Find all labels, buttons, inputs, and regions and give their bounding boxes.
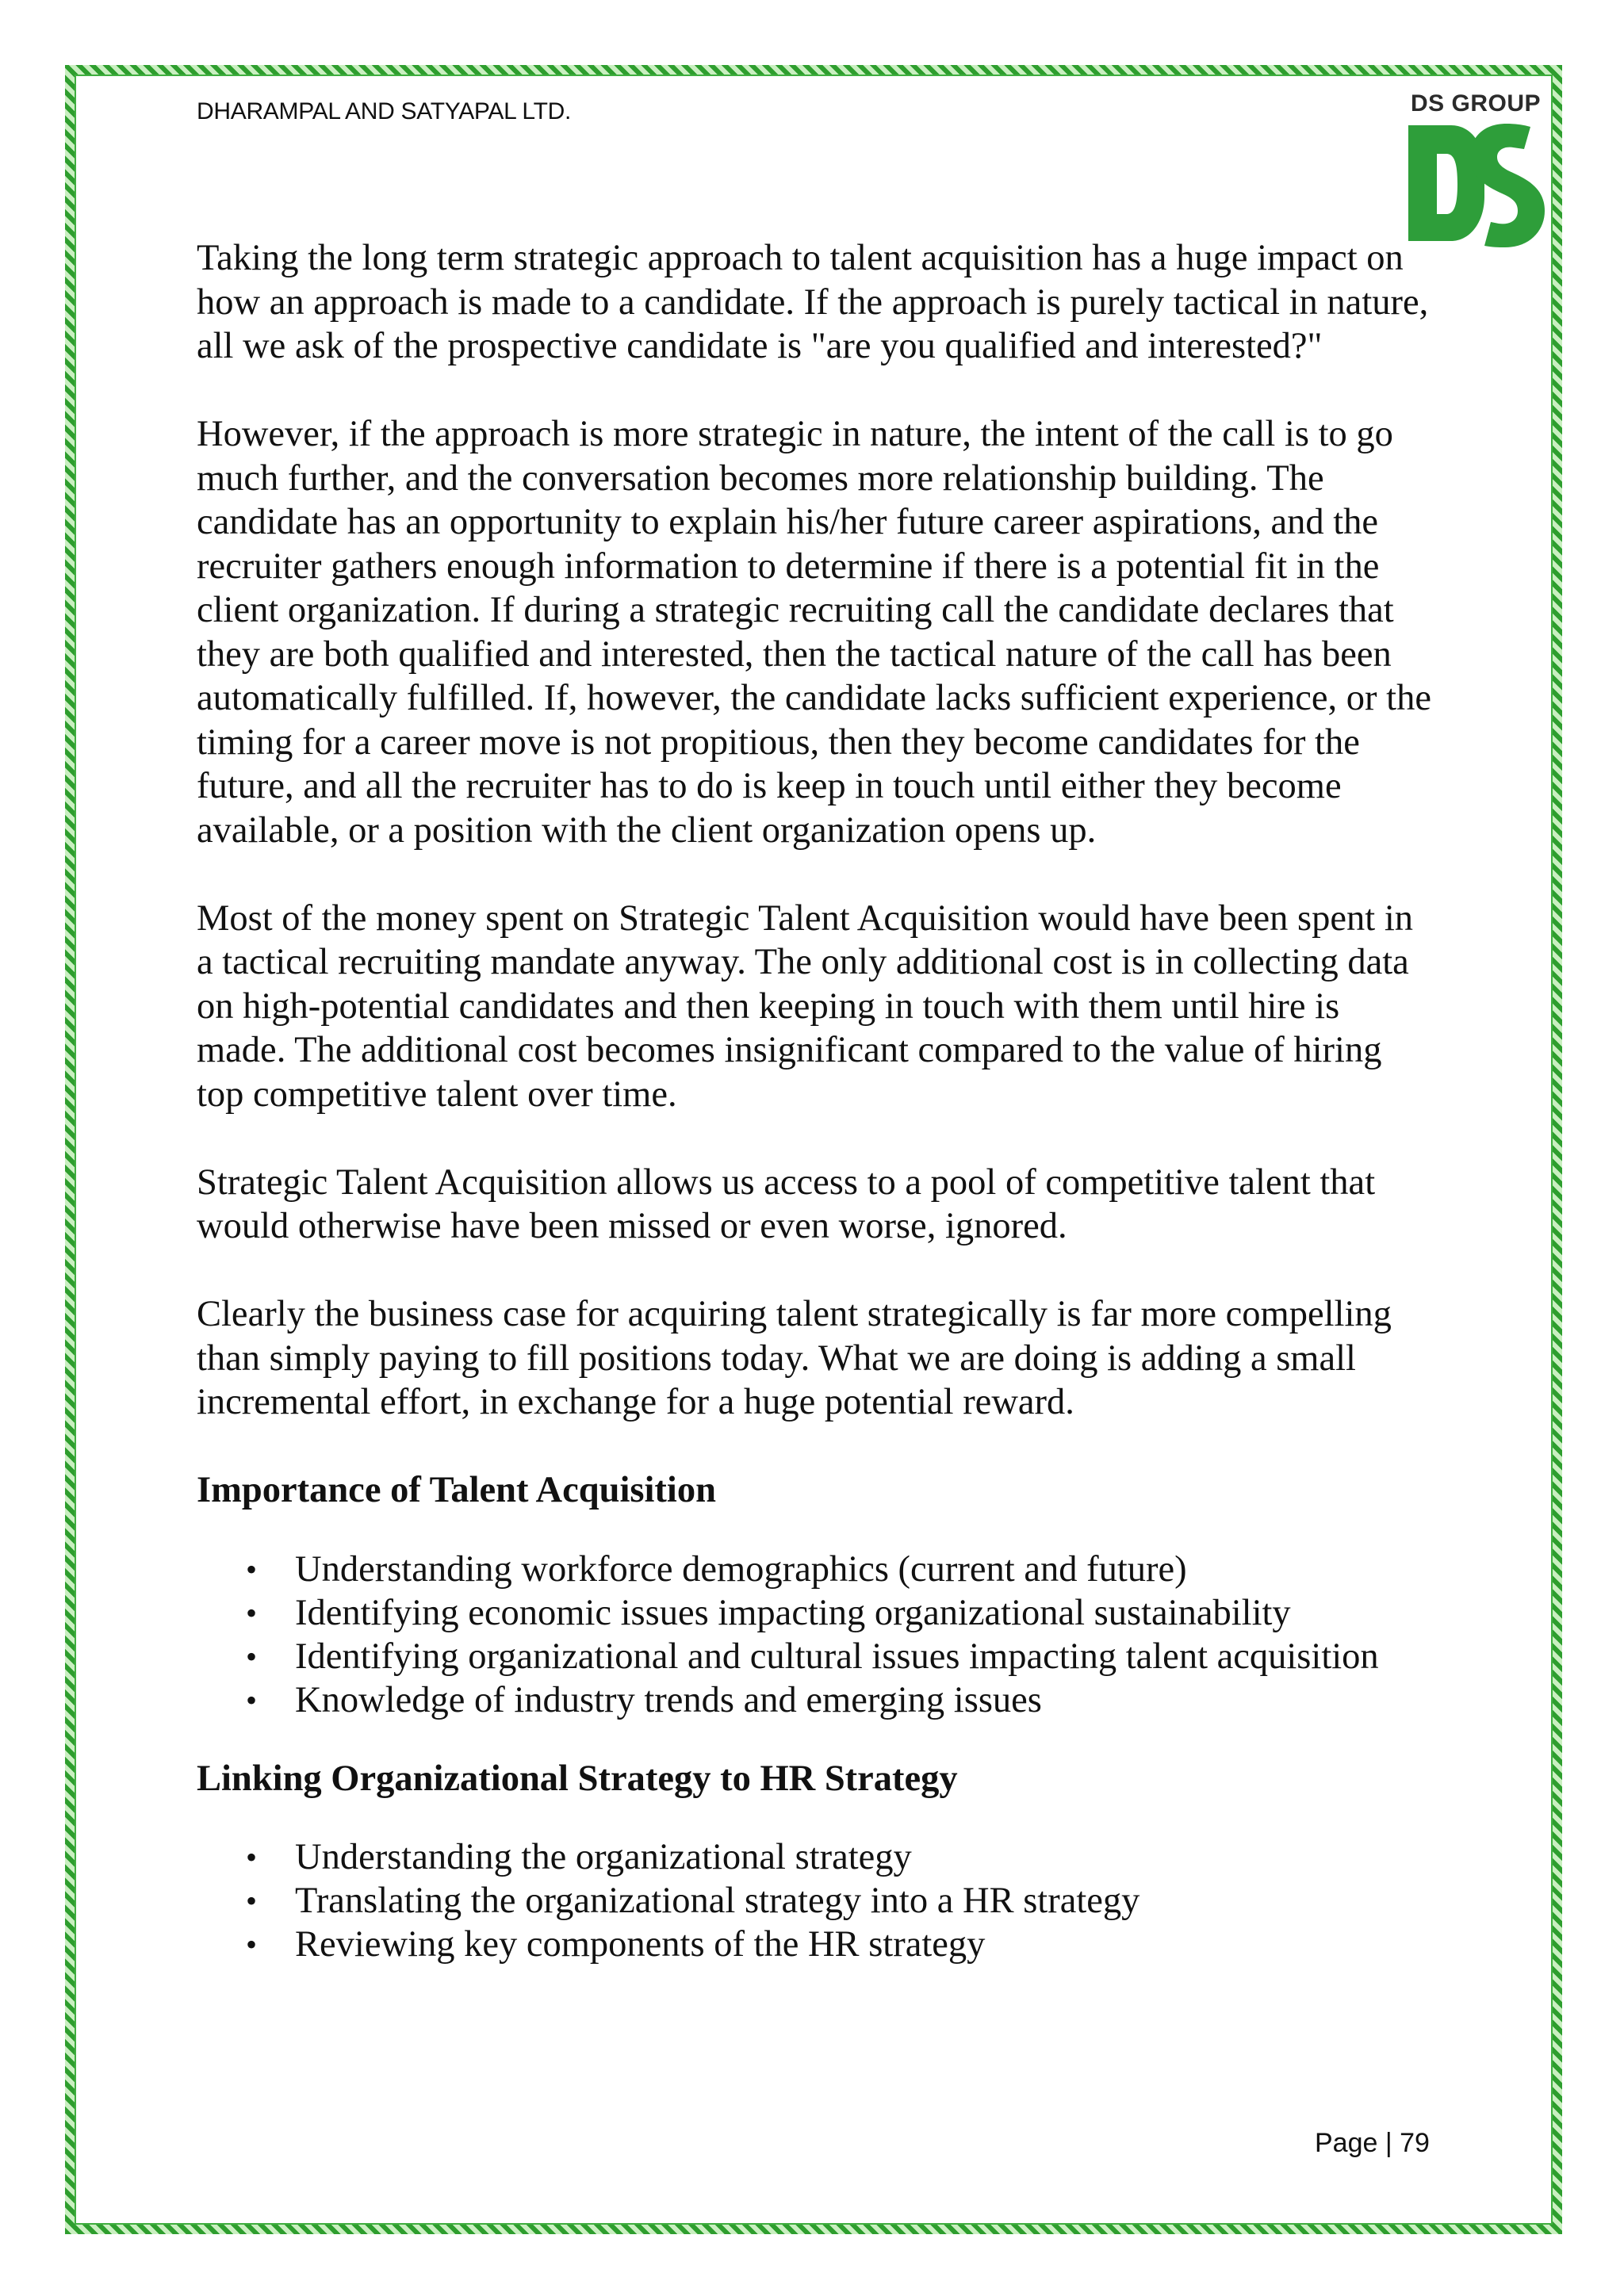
list-item: • Understanding workforce demographics (current and future) xyxy=(197,1548,1434,1591)
document-body xyxy=(197,236,1434,2001)
paragraph: Taking the long term strategic approach to talent acquisition has a huge impact on how an approach is made to a candidate. If the approach is purely tactical in nature, all we ask of the prospective candidate is "are you qualified and interested?" xyxy=(197,238,1429,366)
paragraph: However, if the approach is more strategic in nature, the intent of the call is to go much further, and the conversation becomes more relationship building. The candidate has an opportunity to explain his/her future career aspirations, and the recruiter gathers enough information to determine if there is a potential fit in the client organization. If during a strategic recruiting call the candidate declares that they are both qualified and interested, then the tactical nature of the call has been automatically fulfilled. If, however, the candidate lacks sufficient experience, or the timing for a career move is not propitious, then they become candidates for the future, and all the recruiter has to do is keep in touch until either they become available, or a position with the client organization opens up. xyxy=(197,414,1431,851)
bullet-list-importance xyxy=(197,1548,1434,1722)
paragraph: Most of the money spent on Strategic Talent Acquisition would have been spent in a tactical recruiting mandate anyway. The only additional cost is in collecting data on high-potential candidates and then keeping in touch with them until hire is made. The additional cost becomes insignificant compared to the value of hiring top competitive talent over time. xyxy=(197,897,1414,1115)
logo-text: DS GROUP xyxy=(1410,90,1542,117)
header-company-name: DHARAMPAL AND SATYAPAL LTD. xyxy=(197,98,572,124)
ds-logo-icon xyxy=(1405,122,1546,249)
paragraph: Strategic Talent Acquisition allows us access to a pool of competitive talent that would otherwise have been missed or even worse, ignored. xyxy=(197,1161,1376,1246)
paragraph: Clearly the business case for acquiring talent strategically is far more compelling than simply paying to fill positions today. What we are doing is adding a small incremental effort, in exchange for a huge potential reward. xyxy=(197,1294,1392,1422)
list-item: • Identifying organizational and cultural issues impacting talent acquisition xyxy=(197,1635,1434,1678)
list-item: • Reviewing key components of the HR strategy xyxy=(197,1923,1434,1966)
page-number: Page | 79 xyxy=(1315,2128,1430,2158)
list-item: • Understanding the organizational strategy xyxy=(197,1835,1434,1879)
ds-group-logo xyxy=(1405,90,1546,249)
section-heading-importance: Importance of Talent Acquisition xyxy=(197,1470,716,1510)
list-item: • Knowledge of industry trends and emerging issues xyxy=(197,1678,1434,1722)
section-heading-linking: Linking Organizational Strategy to HR Strategy xyxy=(197,1758,958,1799)
list-item: • Identifying economic issues impacting organizational sustainability xyxy=(197,1591,1434,1635)
list-item: • Translating the organizational strategy into a HR strategy xyxy=(197,1879,1434,1923)
bullet-list-linking xyxy=(197,1835,1434,1966)
